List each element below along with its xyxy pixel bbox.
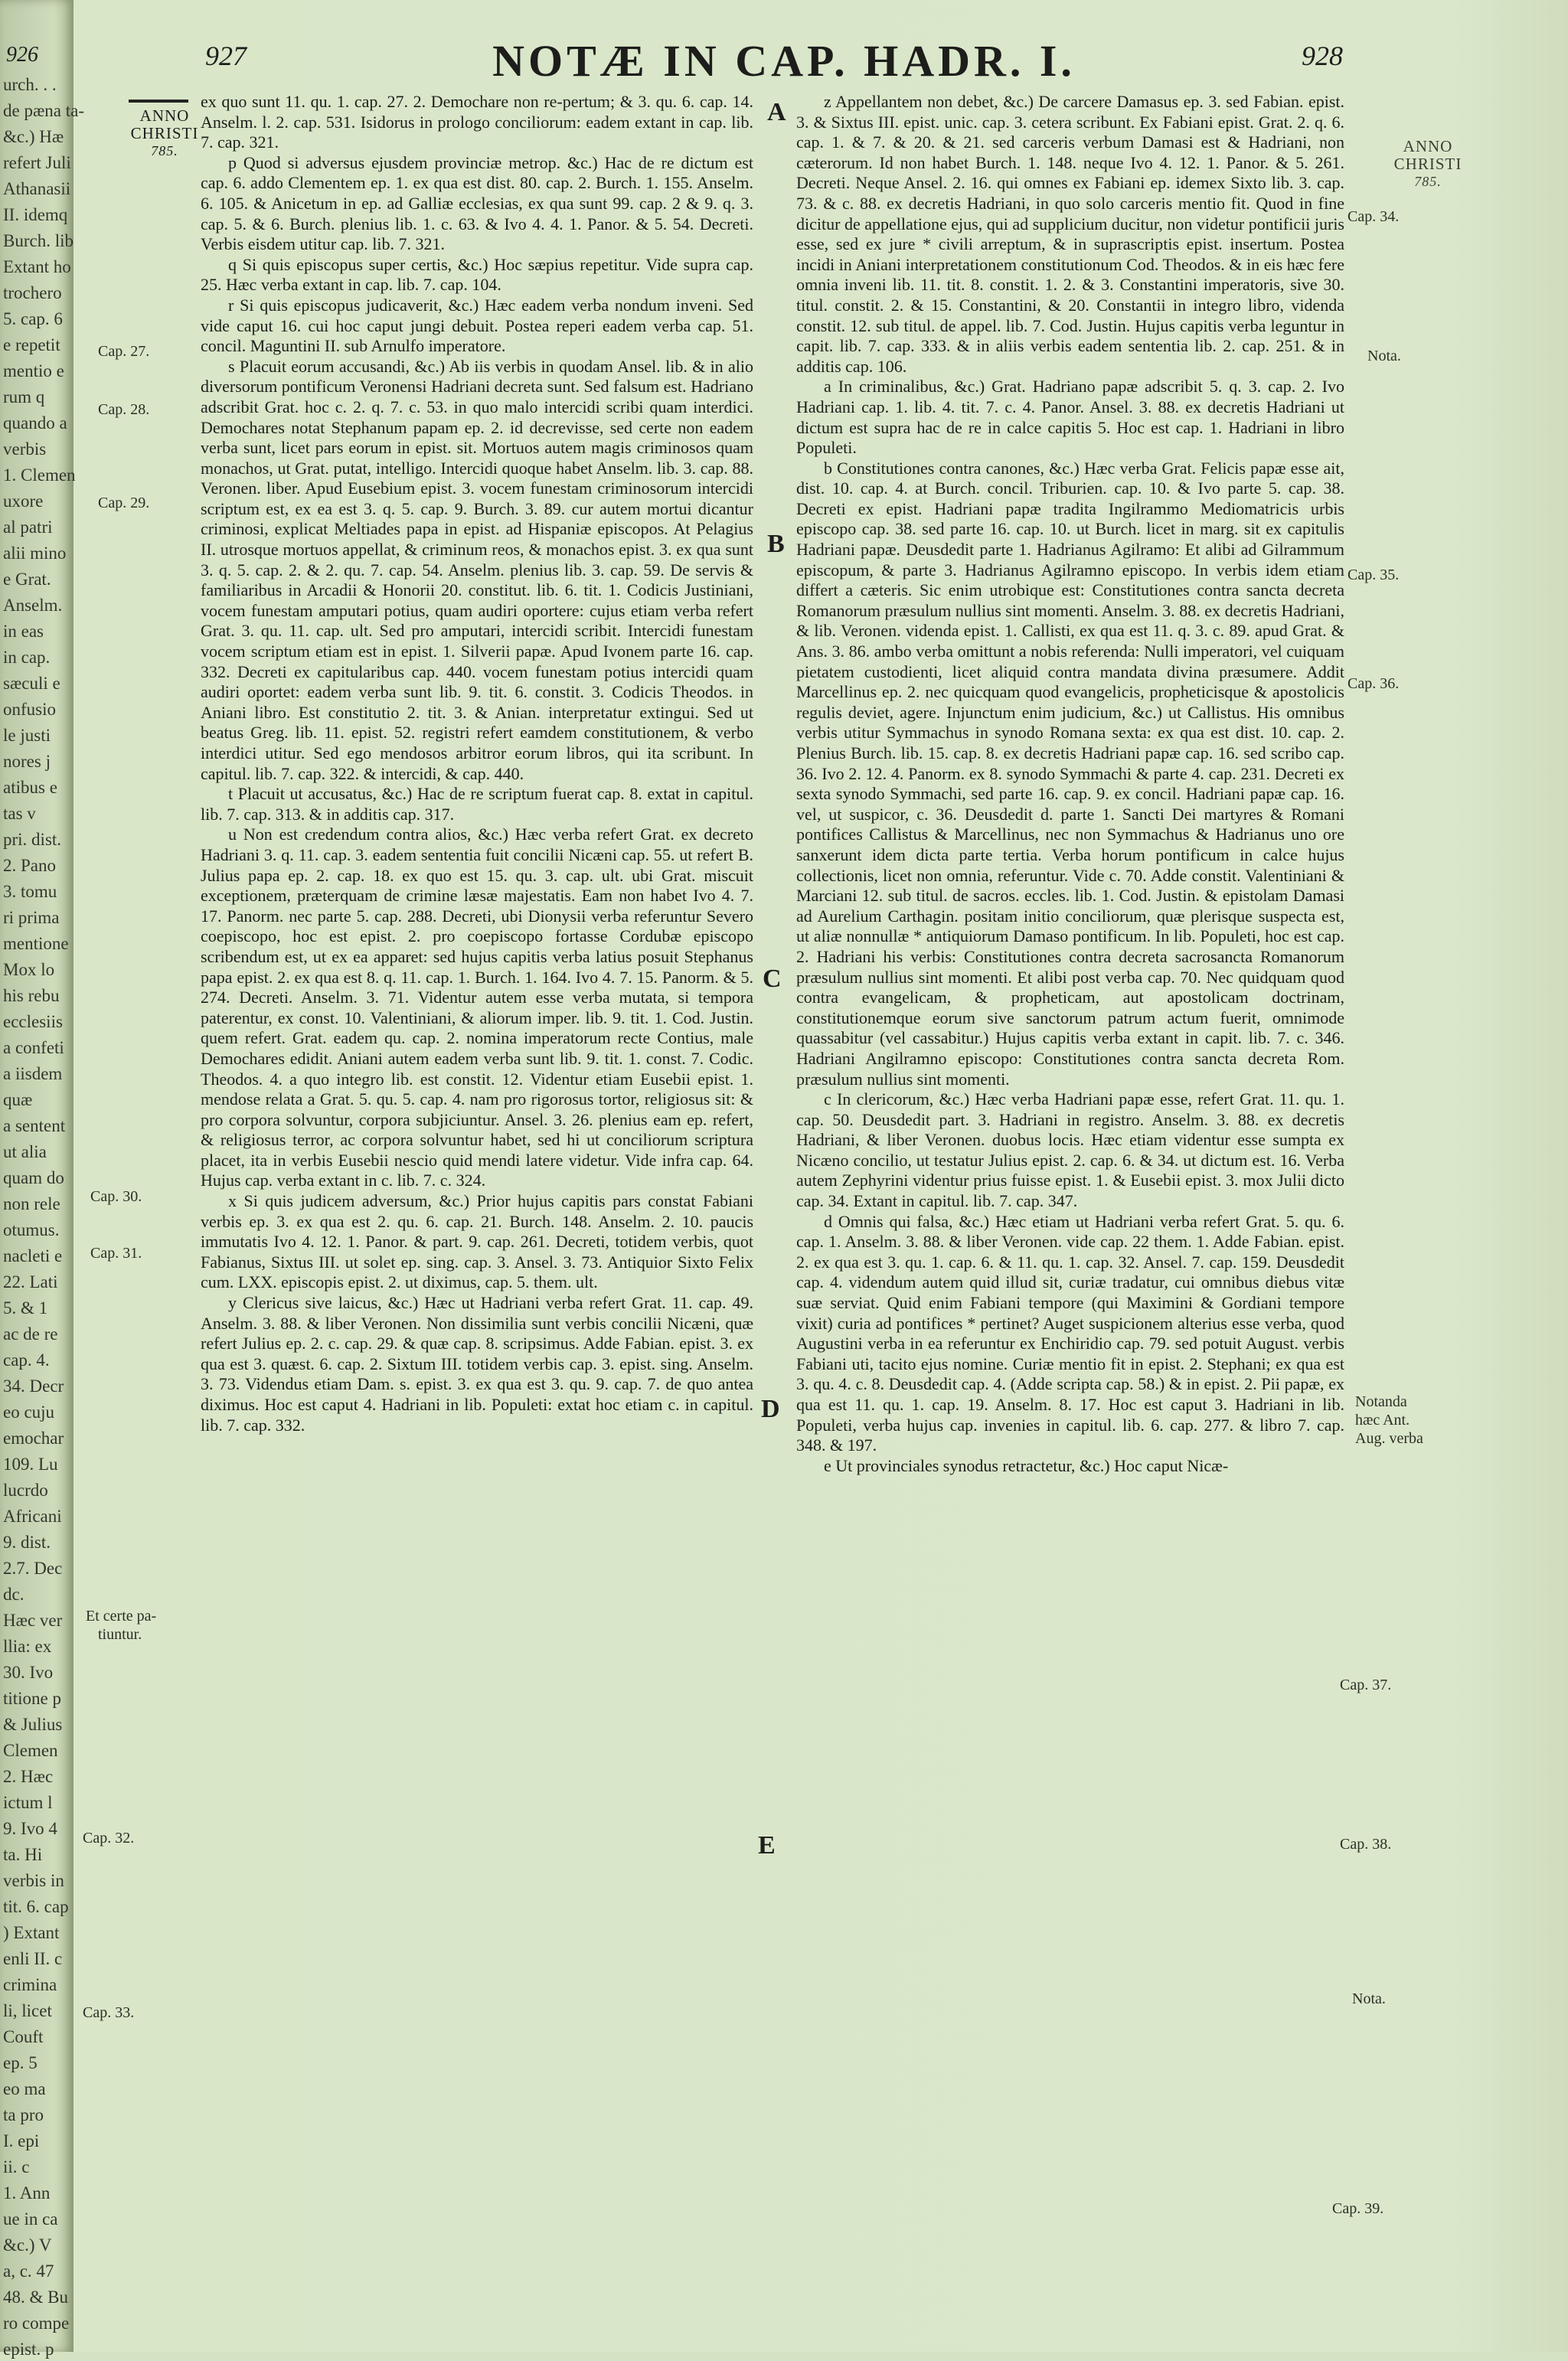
gutter-text-fragment: 9. Ivo 4 xyxy=(3,1819,57,1838)
gutter-text-fragment: 22. Lati xyxy=(3,1272,58,1292)
gutter-text-fragment: eo cuju xyxy=(3,1403,55,1422)
year-label: 785. xyxy=(1414,174,1442,189)
previous-page-number: 926 xyxy=(6,43,38,67)
gutter-text-fragment: sæculi e xyxy=(3,674,60,693)
gutter-text-fragment: Clemen xyxy=(3,1741,58,1760)
header-dash xyxy=(129,100,188,103)
gutter-text-fragment: le justi xyxy=(3,726,51,745)
gutter-text-fragment: nacleti e xyxy=(3,1246,63,1265)
gutter-text-fragment: dc. xyxy=(3,1585,24,1604)
page-number-right: 928 xyxy=(1302,41,1343,71)
gutter-text-fragment: eo ma xyxy=(3,2079,46,2098)
anno-christi-right xyxy=(1386,138,1470,191)
gutter-text-fragment: a sentent xyxy=(3,1116,66,1135)
margin-note-cap31: Cap. 31. xyxy=(90,1245,142,1262)
gutter-text-fragment: 48. & Bu xyxy=(3,2288,68,2307)
gutter-text-fragment: crimina xyxy=(3,1975,57,1994)
gutter-text-fragment: Hæc ver xyxy=(3,1611,63,1630)
gutter-text-fragment: ta. Hi xyxy=(3,1845,43,1864)
christi-label: CHRISTI xyxy=(130,124,199,142)
previous-page-gutter xyxy=(0,0,85,2359)
gutter-text-fragment: lucrdo xyxy=(3,1481,48,1500)
gutter-text-fragment: alii mino xyxy=(3,544,67,563)
gutter-text-fragment: Burch. lib xyxy=(3,231,74,250)
gutter-text-fragment: Extant ho xyxy=(3,257,71,276)
margin-note-cap33: Cap. 33. xyxy=(83,2004,135,2021)
gutter-text-fragment: & Julius xyxy=(3,1715,63,1734)
margin-note-cap28: Cap. 28. xyxy=(98,401,150,418)
gutter-text-fragment: a, c. 47 xyxy=(3,2261,54,2281)
margin-note-cap36: Cap. 36. xyxy=(1348,675,1400,692)
margin-note-cap38: Cap. 38. xyxy=(1340,1836,1392,1853)
gutter-text-fragment: mentio e xyxy=(3,361,64,380)
gutter-text-fragment: 2.7. Dec xyxy=(3,1559,63,1578)
gutter-text-fragment: ut alia xyxy=(3,1142,47,1161)
gutter-text-fragment: ac de re xyxy=(3,1324,58,1344)
left-paragraph: ex quo sunt 11. qu. 1. cap. 27. 2. Demochare non re-pertum; & 3. qu. 6. cap. 14. Anselm. l. 2. cap. 531. Isidorus in prologo conciliorum: eadem extant in cap. lib. 7. cap. 321. xyxy=(201,92,753,152)
margin-note-nota-1: Nota. xyxy=(1367,348,1401,364)
anno-label: ANNO xyxy=(1403,137,1453,155)
gutter-text-fragment: 5. cap. 6 xyxy=(3,309,63,328)
gutter-text-fragment: in eas xyxy=(3,622,44,641)
gutter-text-fragment: &c.) V xyxy=(3,2235,52,2255)
left-paragraph: u Non est credendum contra alios, &c.) Hæc verba refert Grat. ex decreto Hadriani 3. q. 11. cap. 3. eadem sententia fuit concilii Nicæni cap. 55. ut refert B. Julius papa ep. 2. cap. 18. ex quo est 15. qu. 3. cap. ult. ubi Grat. miscuit exceptionem, præterquam de crimine læsæ majestatis. Eam non habet Ivo 4. 7. 17. Panorm. nec parte 5. cap. 288. Decreti, ubi Dionysii verba referuntur Severo coepiscopo, hoc est epist. 2. pro coepiscopo fortasse Cordubæ episcopo scribendum est, ut ex ea apparet: sed hujus capitis verba latius posuit Stephanus papa epist. 2. ex qua est 8. q. 11. cap. 1. Burch. 1. 164. Ivo 4. 7. 15. Panorm. & 5. 274. Decreti. Anselm. 3. 71. Videntur autem esse verba mutata, si tempora paterentur, ex const. 10. Valentiniani, & aliorum imper. lib. 9. tit. 1. Cod. Justin. quem refert. Grat. eadem qu. cap. 2. nomina imperatorum recte Contius, male Demochares edidit. Aniani autem eadem verba sunt lib. 9. tit. 1. const. 7. Codic. Theodos. 4. a quo integro lib. est constit. 12. Videntur etiam Eusebii epist. 1. mendose relata a Grat. 5. qu. 5. cap. 4. nam pro rigorosus tortor, religiosus sit: & pro corpora solvuntur, corpora subjiciuntur. Ansel. 3. 26. plenius eam ep. refert, & religiosus terror, ac corpora solvuntur habet, sed hi ut conciliorum scriptura placet, ita in verbis Eusebii nescio quid mendi latere videtur. Vide infra cap. 64. Hujus cap. verba extant in c. lib. 7. c. 324. xyxy=(201,825,753,1190)
left-paragraph: t Placuit ut accusatus, &c.) Hac de re scriptum fuerat cap. 8. extat in capitul. lib. 7. cap. 313. & in additis cap. 317. xyxy=(201,784,753,824)
gutter-text-fragment: tit. 6. cap xyxy=(3,1897,69,1916)
left-paragraph: p Quod si adversus ejusdem provinciæ metrop. &c.) Hac de re dictum est cap. 6. addo Clementem ep. 1. ex qua est dist. 80. cap. 2. Burch. 1. 155. Anselm. 6. 105. & Anicetum in ep. ad Galliæ ecclesias, ex qua sunt 99. cap. 2 & 9. q. 3. cap. 5. & 6. Burch. plenius lib. 1. c. 63. & Ivo 4. 4. 1. Panor. & 5. 54. Decreti. Verbis eisdem utitur cap. lib. 7. 321. xyxy=(201,152,753,254)
gutter-text-fragment: 34. Decr xyxy=(3,1376,64,1396)
margin-note-et-certe-2: tiuntur. xyxy=(98,1626,142,1643)
page-number-left: 927 xyxy=(205,41,247,71)
gutter-text-fragment: rum q xyxy=(3,387,45,407)
gutter-text-fragment: 109. Lu xyxy=(3,1455,58,1474)
section-letter-c: C xyxy=(763,965,782,993)
gutter-text-fragment: pri. dist. xyxy=(3,830,62,849)
gutter-text-fragment: llia: ex xyxy=(3,1637,52,1656)
right-paragraph: z Appellantem non debet, &c.) De carcere Damasus ep. 3. sed Fabian. epist. 3. & Sixtus III. epist. unic. cap. 3. cetera scribunt. Ex Fabiani epist. Grat. 2. q. 6. cap. 1. & 7. & 20. & 21. sed carceris verbum Damasi est & Hadriani, non cæterorum. Id non habet Burch. 1. 148. neque Ivo 4. 12. 1. Panor. & 5. 261. Decreti. Neque Ansel. 2. 16. qui omnes ex Fabiani ep. idemex Sixto lib. 3. cap. 73. & c. 88. ex decretis Hadriani, in quo solo carceris mentio fit. Quod in fine dicitur de appellatione ejus, qui ad supplicium ducitur, non videtur pontificii juris esse, sed ex jure * civili arreptum, & in suprascriptis epist. insertum. Postea incidi in Aniani interpretationem constitutionum Cod. Theodos. & in eis hæc fere omnia inveni lib. 11. tit. 8. constit. 1. 2. & 3. Constantini imperatoris, sive 30. titul. constit. 2. & 15. Constantini, & 20. Constantii in integro libro, videnda constit. 12. sub titul. de appel. lib. 7. Cod. Justin. Hujus capitis verba leguntur in capit. lib. 7. cap. 333. & in aliis verbis eadem sententia lib. 2. cap. 251. & in additis cap. 106. xyxy=(796,92,1344,376)
gutter-text-fragment: II. idemq xyxy=(3,205,68,224)
gutter-text-fragment: urch. . . xyxy=(3,75,57,94)
margin-note-cap32: Cap. 32. xyxy=(83,1830,135,1847)
gutter-text-fragment: verbis in xyxy=(3,1871,64,1890)
gutter-text-fragment: verbis xyxy=(3,439,47,459)
gutter-text-fragment: ue in ca xyxy=(3,2209,58,2229)
gutter-text-fragment: ri prima xyxy=(3,908,60,927)
section-letter-b: B xyxy=(767,530,785,558)
left-paragraph: q Si quis episcopus super certis, &c.) Hoc sæpius repetitur. Vide supra cap. 25. Hæc verba extant in cap. lib. 7. cap. 104. xyxy=(201,254,753,295)
margin-note-cap34: Cap. 34. xyxy=(1348,208,1400,225)
left-paragraph: s Placuit eorum accusandi, &c.) Ab iis verbis in quodam Ansel. lib. & in alio diversorum pontificum Veronensi Hadriani decreta sunt. Sed falsum est. Hadriano adscribit Grat. hoc c. 2. q. 7. c. 53. in quo malo intercidi scribi quam interdici. Demochares notat Stephanum papam ep. 2. id decrevisse, sed certe non eadem verba sunt, licet pars eorum in epist. sit. Mortuos autem magis criminosos quam monachos, ut Grat. putat, intelligo. Intercidi quoque habet Anselm. lib. 3. cap. 88. Veronen. liber. Apud Eusebium epist. 3. vocem funestam criminosorum intercidi scriptum est, ex ea est 3. q. 5. cap. 9. Burch. 3. 89. cur autem mortui dicantur criminosi, explicat Meltiades papa in epist. ad Hispaniæ episcopos. At Pelagius II. utrosque mortuos appellat, & criminum reos, & monachos epist. 3. ex qua sunt 3. q. 5. cap. 2. & 2. qu. 7. cap. 54. Anselm. plenius lib. 3. cap. 59. De servis & familiaribus in Arcadii & Honorii 20. constitut. lib. 6. tit. 1. Codicis Justiniani, vocem funestam amputari potius, quam audiri oportere: cujus etiam verba refert Grat. 3. qu. 11. cap. ult. Sed pro amputari, intercidi scribit. Intercidi funestam vocem scriptum etiam est in epist. 1. Silverii papæ. Apud Ivonem parte 16. cap. 332. Decreti ex capitularibus cap. 440. vocem funestam potius intercidi quam audiri oportet: eadem verba sunt lib. 9. tit. 6. constit. 3. Codicis Theodos. in Aniani libro. Est constitutio 2. tit. 3. & Anian. interpretatur extingui. Sed ut beatus Greg. lib. 11. epist. 52. registri refert eamdem constitutionem, & verbo interdici utitur. Sed ego mendosos arbitror eorum libros, qui ita scribunt. In capitul. lib. 7. cap. 322. & intercidi, & cap. 440. xyxy=(201,356,753,783)
margin-note-cap37: Cap. 37. xyxy=(1340,1677,1392,1693)
gutter-text-fragment: a iisdem xyxy=(3,1064,63,1083)
gutter-text-fragment: 9. dist. xyxy=(3,1533,51,1552)
gutter-text-fragment: cap. 4. xyxy=(3,1350,50,1370)
gutter-text-fragment: e repetit xyxy=(3,335,60,354)
gutter-text-fragment: quæ xyxy=(3,1090,33,1109)
margin-note-cap39: Cap. 39. xyxy=(1332,2200,1384,2217)
gutter-text-fragment: otumus. xyxy=(3,1220,60,1239)
page-title: NOTÆ IN CAP. HADR. I. xyxy=(492,36,1076,86)
right-paragraph: c In clericorum, &c.) Hæc verba Hadriani papæ esse, refert Grat. 11. qu. 1. cap. 50. Deusdedit part. 3. Hadriani in registro. Anselm. 3. 88. ex decretis Hadriani, & liber Veronen. duobus locis. Hæc etiam videntur esse sumpta ex Nicæno concilio, ut testatur Julius epist. 2. cap. 6. & 34. ut dictum est. 16. Verba autem Zephyrini videntur prius fuisse epist. 1. & Eusebii epist. 3. mox Julii dicto cap. 34. Extant in capitul. lib. 7. cap. 347. xyxy=(796,1089,1344,1211)
margin-note-cap29: Cap. 29. xyxy=(98,495,150,511)
gutter-text-fragment: Anselm. xyxy=(3,596,63,615)
gutter-text-fragment: &c.) Hæ xyxy=(3,127,64,146)
margin-note-notanda-3: Aug. verba xyxy=(1355,1430,1423,1447)
left-paragraph: x Si quis judicem adversum, &c.) Prior hujus capitis pars constat Fabiani verbis ep. 3. ex qua est 2. qu. 6. cap. 21. Burch. 148. Anselm. 2. 10. paucis immutatis Ivo 4. 12. 1. Panor. & part. 9. cap. 261. Decreti, totidem verbis, quot Fabianus, Sixtus III. ut solet ep. sing. cap. 3. Ansel. 3. 73. Antiquior Sixto Felix cum. LXX. episcopis epist. 2. ut diximus, cap. 5. them. ult. xyxy=(201,1191,753,1292)
left-paragraph: r Si quis episcopus judicaverit, &c.) Hæc eadem verba nondum inveni. Sed vide caput 16. cui hoc caput jungi debuit. Postea reperi eadem verba cap. 51. concil. Maguntini II. sub Arnulfo imperatore. xyxy=(201,295,753,356)
gutter-text-fragment: e Grat. xyxy=(3,570,51,589)
gutter-text-fragment: ii. c xyxy=(3,2157,30,2176)
margin-note-notanda-2: hæc Ant. xyxy=(1355,1412,1410,1429)
right-column-text xyxy=(796,92,1344,1476)
left-column-text xyxy=(201,92,753,1435)
gutter-text-fragment: 30. Ivo xyxy=(3,1663,54,1682)
gutter-text-fragment: ta pro xyxy=(3,2105,44,2124)
gutter-text-fragment: Athanasii xyxy=(3,179,71,198)
gutter-text-fragment: quam do xyxy=(3,1168,64,1187)
gutter-text-fragment: 2. Pano xyxy=(3,856,56,875)
gutter-text-fragment: Couft xyxy=(3,2027,44,2046)
gutter-text-fragment: atibus e xyxy=(3,778,57,797)
gutter-text-fragment: de pæna ta- xyxy=(3,101,85,120)
right-paragraph: a In criminalibus, &c.) Grat. Hadriano papæ adscribit 5. q. 3. cap. 2. Ivo Hadriani cap. 1. lib. 4. tit. 7. c. 4. Panor. Ansel. 3. 88. ex decretis Hadriani ut dictum est supra hac de re in calce capitis 5. Hoc est cap. 1. Hadriani in libro Populeti. xyxy=(796,377,1344,458)
margin-note-et-certe-1: Et certe pa- xyxy=(86,1608,157,1625)
gutter-text-fragment: quando a xyxy=(3,413,67,433)
anno-label: ANNO xyxy=(139,106,190,125)
gutter-text-fragment: 1. Clemen xyxy=(3,465,76,485)
gutter-text-fragment: ecclesiis xyxy=(3,1012,63,1031)
anno-christi-left xyxy=(122,107,207,160)
margin-note-cap30: Cap. 30. xyxy=(90,1188,142,1205)
gutter-text-fragment: his rebu xyxy=(3,986,60,1005)
gutter-text-fragment: ictum l xyxy=(3,1793,53,1812)
gutter-text-fragment: ) Extant xyxy=(3,1923,60,1942)
gutter-text-fragment: 5. & 1 xyxy=(3,1298,48,1318)
gutter-text-fragment: mentione xyxy=(3,934,69,953)
gutter-text-fragment: trochero xyxy=(3,283,62,302)
gutter-text-fragment: in cap. xyxy=(3,648,51,667)
gutter-text-fragment: onfusio xyxy=(3,700,56,719)
gutter-text-fragment: Africani xyxy=(3,1507,62,1526)
gutter-text-fragment: ep. 5 xyxy=(3,2053,38,2072)
margin-note-nota-2: Nota. xyxy=(1352,1990,1386,2007)
gutter-text-fragment: epist. p xyxy=(3,2340,54,2359)
gutter-text-fragment: 2. Hæc xyxy=(3,1767,54,1786)
margin-note-cap35: Cap. 35. xyxy=(1348,567,1400,583)
margin-note-cap27: Cap. 27. xyxy=(98,343,150,360)
gutter-text-fragment: tas v xyxy=(3,804,36,823)
christi-label: CHRISTI xyxy=(1393,155,1462,173)
gutter-text-fragment: uxore xyxy=(3,491,44,511)
gutter-text-fragment: non rele xyxy=(3,1194,60,1213)
gutter-text-fragment: enli II. c xyxy=(3,1949,63,1968)
gutter-text-fragment: nores j xyxy=(3,752,51,771)
gutter-text-fragment: ro compe xyxy=(3,2314,70,2333)
right-paragraph: b Constitutiones contra canones, &c.) Hæc verba Grat. Felicis papæ esse ait, dist. 10. cap. 4. at Burch. concil. Triburien. cap. 10. & Ivo parte 5. cap. 38. Decreti ex epist. Hadriani papæ tradita Ingilrammo Mediomatricis urbis episcopo cap. 38. sed parte 16. cap. 10. ut Burch. licet in marg. sit ex capitulis Hadriani papæ. Deusdedit parte 1. Hadrianus Agilramo: Et alibi ad Gilrammum episcopum, & parte 3. Hadrianus Agilramno episcopo. In verbis idem etiam differt a cæteris. Sic enim utrobique est: Constitutiones contra sancta decreta Romanorum præsulum nullius sint momenti. Anselm. 3. 88. ex decretis Hadriani, & lib. Veronen. videnda epist. 1. Callisti, ex qua est 11. q. 3. c. 89. apud Grat. & Ans. 3. 86. ambo verba omittunt a nobis referenda: Nulli imperatori, vel cuiquam pietatem custodienti, licet aliquid contra mandata divina præsumere. Addit Marcellinus ep. 2. nec quicquam quod evangelicis, propheticisque & apostolicis regulis deviet, agere. Injunctum enim judicium, &c.) ut Callistus. His omnibus verbis utitur Symmachus in synodo Romana sexta: ex qua est dist. 10. cap. 2. Plenius Burch. lib. 15. cap. 8. ex decretis Hadriani papæ cap. 16. sed scribo cap. 36. Ivo 2. 12. 4. Panorm. ex 8. synodo Symmachi & parte 4. cap. 231. Decreti ex sexta synodo Symmachi, sed parte 16. cap. 9. ex concil. Hadriani papæ cap. 16. vel, ut suspicor, c. 36. Deusdedit d. parte 1. Sancti Dei martyres & Romani pontifices Callistus & Marcellinus, nec non Symmachus & Hadrianus uno ore sanxerunt idem dicta parte tertia. Verba horum pontificum in calce hujus collectionis, licet non omnia, referuntur. Vide c. 70. Adde constit. Valentiniani & Marciani 12. sub titul. de sacros. eccles. lib. 1. Cod. Justin. & epistolam Damasi ad Aurelium Carthagin. positam initio conciliorum, quæ plerisque suspecta est, ut aliæ nonnullæ * antiquiorum Damaso pontificum. In lib. Populeti, hoc est cap. 2. Hadriani his verbis: Constitutiones contra decreta sacrosancta Romanorum præsulum nullius sint momenti. Et alibi post verba cap. 70. Nec quidquam quod contra evangelicam, & propheticam, aut apostolicam doctrinam, constitutionemque eorum sive sanctorum patrum actum fuerit, omnimode quassabitur (vel cassabitur.) Hujus capitis verba extant in capit. lib. 7. c. 346. Hadriani Angilramno episcopo: Constitutiones contra sancta decreta Rom. præsulum nullius sint momenti. xyxy=(796,458,1344,1089)
right-paragraph: e Ut provinciales synodus retractetur, &c.) Hoc caput Nicæ- xyxy=(824,1455,1229,1475)
gutter-text-fragment: 1. Ann xyxy=(3,2183,51,2203)
gutter-text-fragment: emochar xyxy=(3,1429,64,1448)
section-letter-a: A xyxy=(767,98,786,126)
year-label: 785. xyxy=(151,143,178,158)
gutter-text-fragment: a confeti xyxy=(3,1038,64,1057)
gutter-text-fragment: Mox lo xyxy=(3,960,55,979)
gutter-text-fragment: refert Juli xyxy=(3,153,71,172)
section-letter-e: E xyxy=(758,1831,776,1860)
right-paragraph: d Omnis qui falsa, &c.) Hæc etiam ut Hadriani verba refert Grat. 5. qu. 6. cap. 1. Anselm. 3. 88. & liber Veronen. vide cap. 22 them. 1. Adde Fabian. epist. 2. ex qua est 3. qu. 1. cap. 6. & 11. qu. 1. cap. 32. Ansel. 7. cap. 159. Deusdedit cap. 4. videndum autem quid illud sit, curiæ tradatur, cui omnibus diebus vitæ suæ serviat. Quid enim Fabiani tempore (qui Maximini & Gordiani tempore vixit) curia ad pontifices * pertinet? Auget suspicionem alterius esse verba, quod Augustini verba in ea referuntur ex Enchiridio cap. 79. sed potuit August. verbis Fabiani uti, tacito ejus nomine. Curiæ mentio fit in epist. 2. Stephani; ex qua est 3. qu. 4. c. 8. Deusdedit cap. 4. (Adde scripta cap. 58.) & in epist. 2. Pii papæ, ex qua est 11. qu. 1. cap. 19. Anselm. 8. 17. Hoc est caput 3. Hadriani in lib. Populeti, verba hujus cap. invenies in capitul. lib. 6. cap. 277. & libro 7. cap. 348. & 197. xyxy=(796,1211,1344,1455)
section-letter-d: D xyxy=(761,1395,780,1423)
gutter-text-fragment: 3. tomu xyxy=(3,882,57,901)
gutter-text-fragment: li, licet xyxy=(3,2001,52,2020)
margin-note-notanda-1: Notanda xyxy=(1355,1393,1407,1410)
gutter-text-fragment: al patri xyxy=(3,518,53,537)
gutter-text-fragment: titione p xyxy=(3,1689,62,1708)
gutter-text-fragment: I. epi xyxy=(3,2131,40,2150)
left-paragraph: y Clericus sive laicus, &c.) Hæc ut Hadriani verba refert Grat. 11. cap. 49. Anselm. 3. 88. & liber Veronen. Non dissimilia sunt verbis concilii Nicæni, quæ refert Julius ep. 2. c. cap. 29. & quæ cap. 8. scripsimus. Adde Fabian. epist. 3. ex qua est 3. quæst. 6. cap. 2. Sixtum III. totidem verbis cap. 3. epist. sing. Anselm. 3. 73. Videndus etiam Dam. s. epist. 3. ex qua est 3. qu. 9. cap. 7. de quo antea diximus. Hoc est caput 4. Hadriani in lib. Populeti: extat hoc etiam c. in capitul. lib. 7. cap. 332. xyxy=(201,1293,753,1435)
